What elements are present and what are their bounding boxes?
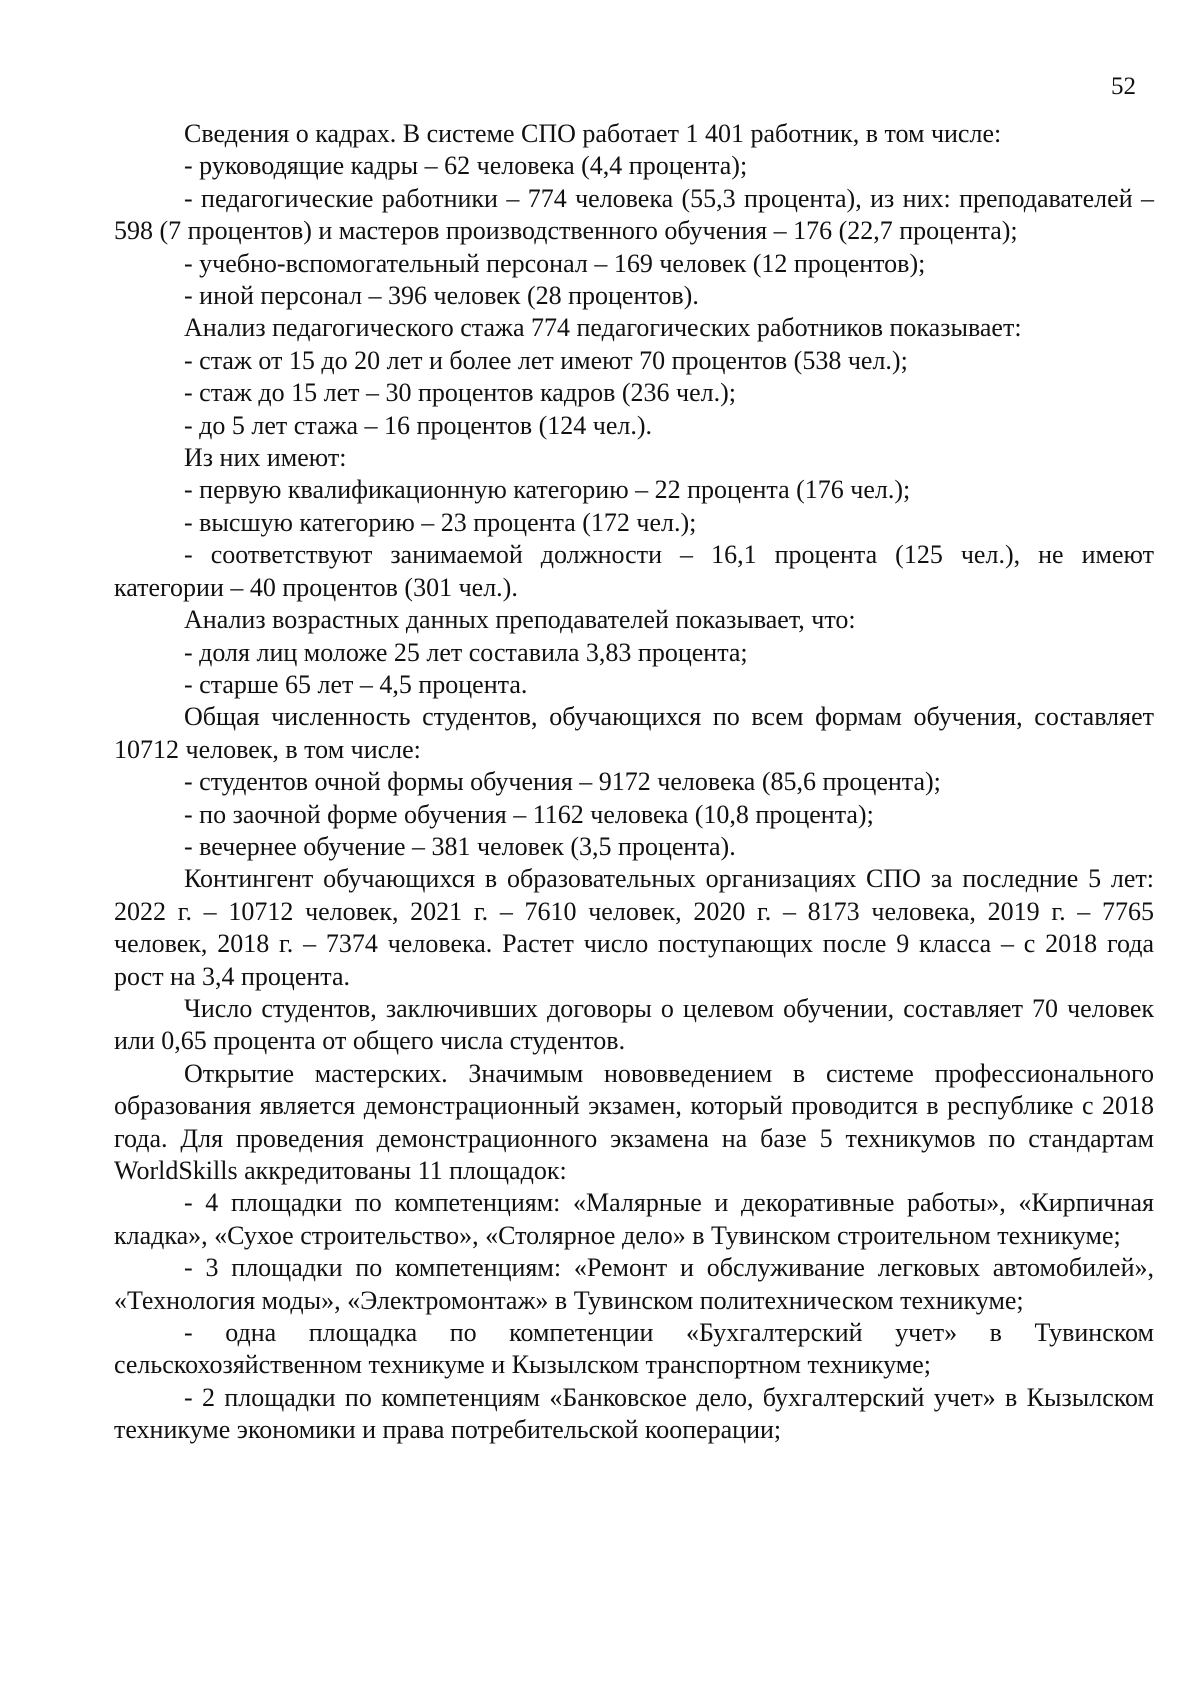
paragraph: - доля лиц моложе 25 лет составила 3,83 процента; (184, 637, 748, 667)
paragraph: Сведения о кадрах. В системе СПО работает 1 401 работник, в том числе: (184, 119, 1002, 148)
paragraph: - студентов очной формы обучения – 9172 человека (85,6 процента); (184, 767, 941, 797)
paragraph: - старше 65 лет – 4,5 процента. (184, 669, 528, 699)
paragraph: - иной персонал – 396 человек (28 процентов). (184, 281, 699, 311)
page-number: 52 (1111, 73, 1136, 100)
paragraph: - по заочной форме обучения – 1162 человека (10,8 процента); (184, 799, 874, 829)
paragraph: - 3 площадки по компетенциям: «Ремонт и обслуживание легковых автомобилей», «Технология моды», «Электромонтаж» в Тувинском политехническом техникуме; (114, 1253, 1154, 1315)
paragraph: - высшую категорию – 23 процента (172 чел.); (184, 507, 697, 537)
paragraph: Открытие мастерских. Значимым нововведением в системе профессионального образования является демонстрационный экзамен, который проводится в республике с 2018 года. Для проведения демонстрационного экзамена на базе 5 техникумов по стандартам WorldSkills аккредитованы 11 площадок: (114, 1058, 1154, 1185)
paragraph: - одна площадка по компетенции «Бухгалтерский учет» в Тувинском сельскохозяйственном техникуме и Кызылском транспортном техникуме; (114, 1318, 1154, 1380)
paragraph: - руководящие кадры – 62 человека (4,4 процента); (184, 151, 748, 181)
paragraph: Анализ возрастных данных преподавателей показывает, что: (184, 605, 856, 635)
paragraph: - до 5 лет стажа – 16 процентов (124 чел.). (184, 410, 653, 440)
paragraph: Общая численность студентов, обучающихся по всем формам обучения, составляет 10712 человек, в том числе: (114, 702, 1154, 764)
paragraph: Из них имеют: (184, 443, 347, 473)
paragraph: - вечернее обучение – 381 человек (3,5 процента). (184, 831, 736, 861)
document-body (114, 118, 1154, 1447)
paragraph: Анализ педагогического стажа 774 педагогических работников показывает: (184, 313, 1022, 343)
paragraph: - первую квалификационную категорию – 22 процента (176 чел.); (184, 475, 911, 505)
paragraph: Контингент обучающихся в образовательных организациях СПО за последние 5 лет: 2022 г. – 10712 человек, 2021 г. – 7610 человек, 2020 г. – 8173 человека, 2019 г. – 7765 человек, 2018 г. – 7374 человека. Растет число поступающих после 9 класса – с 2018 года рост на 3,4 процента. (114, 864, 1154, 991)
paragraph: - педагогические работники – 774 человека (55,3 процента), из них: преподавателей – 598 (7 процентов) и мастеров производственного обучения – 176 (22,7 процента); (114, 183, 1154, 246)
paragraph: - 4 площадки по компетенциям: «Малярные и декоративные работы», «Кирпичная кладка», «Сухое строительство», «Столярное дело» в Тувинском строительном техникуме; (114, 1188, 1154, 1250)
paragraph: Число студентов, заключивших договоры о целевом обучении, составляет 70 человек или 0,65 процента от общего числа студентов. (114, 993, 1154, 1056)
paragraph: - учебно-вспомогательный персонал – 169 человек (12 процентов); (184, 248, 926, 278)
paragraph: - стаж до 15 лет – 30 процентов кадров (236 чел.); (184, 378, 736, 408)
paragraph: - стаж от 15 до 20 лет и более лет имеют 70 процентов (538 чел.); (184, 345, 908, 375)
paragraph: - соответствуют занимаемой должности – 16,1 процента (125 чел.), не имеют категории – 40 процентов (301 чел.). (114, 540, 1154, 602)
paragraph: - 2 площадки по компетенциям «Банковское дело, бухгалтерский учет» в Кызылском техникуме экономики и права потребительской кооперации; (114, 1382, 1154, 1445)
